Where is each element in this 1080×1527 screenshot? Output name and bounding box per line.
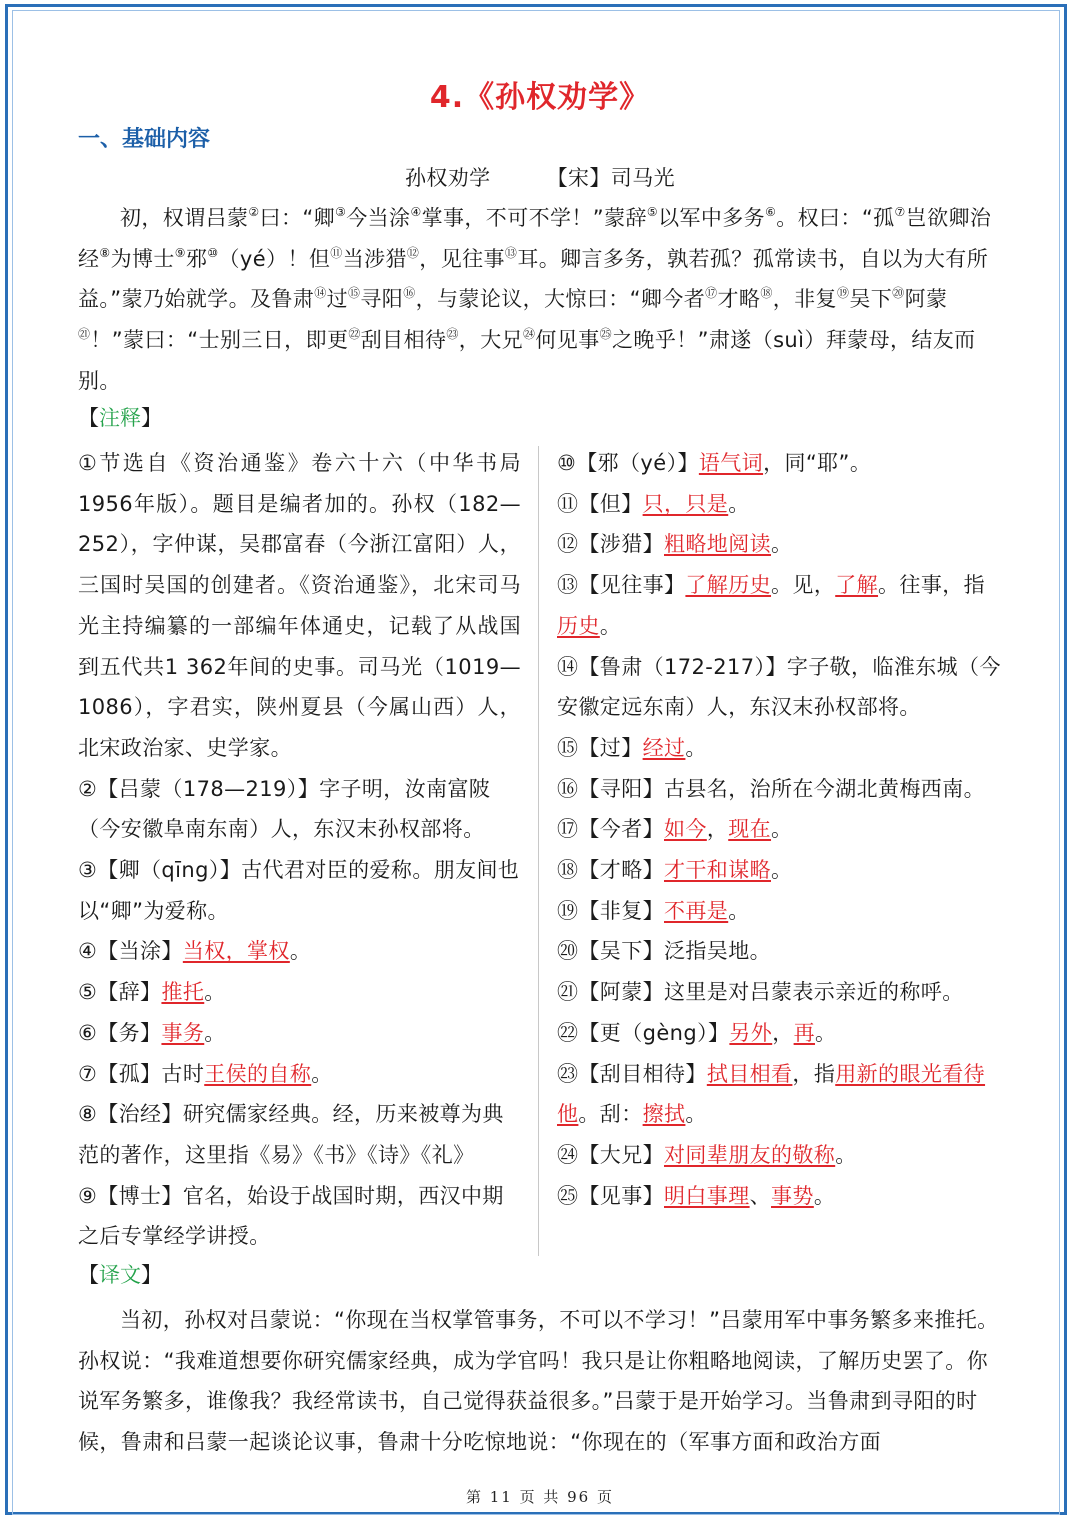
note-6: ⑥【务】事务。 [78, 1020, 226, 1045]
note-3: ③【卿（qīng）】古代君对臣的爱称。朋友间也以“卿”为爱称。 [78, 858, 520, 923]
original-text: 初，权谓吕蒙②曰：“卿③今当涂④掌事，不可不学！”蒙辞⑤以军中多务⑥。权曰：“孤⑦岂欲卿治经⑧为博士⑨邪⑩（yé）！但⑪当涉猎⑫，见往事⑬耳。卿言多务，孰若孤？孤常读书，自以为大有所益。”蒙乃始就学。及鲁肃⑭过⑮寻阳⑯，与蒙论议，大惊曰：“卿今者⑰才略⑱，非复⑲吴下⑳阿蒙$^㉑$！”蒙曰：“士别三日，即更$^㉒$刮目相待$^㉓$，大兄$^㉔$何见事$^㉕$之晚乎！”肃遂（suì）拜蒙母，结友而别。 [78, 205, 992, 393]
note-10: ⑩【邪（yé）】语气词，同“耶”。 [557, 451, 872, 475]
translation-text: 当初，孙权对吕蒙说：“你现在当权掌管事务，不可以不学习！”吕蒙用军中事务繁多来推托。孙权说：“我难道想要你研究儒家经典，成为学官吗！我只是让你粗略地阅读，了解历史罢了。你说军务繁多，谁像我？我经常读书，自己觉得获益很多。”吕蒙于是开始学习。当鲁肃到寻阳的时候，鲁肃和吕蒙一起谈论议事，鲁肃十分吃惊地说：“你现在的（军事方面和政治方面 [78, 1308, 999, 1455]
note-4: ④【当涂】当权，掌权。 [78, 939, 312, 964]
page-footer: 第 11 页 共 96 页 [465, 1488, 614, 1506]
note-17: ⑰【今者】如今，现在。 [557, 817, 793, 842]
author: 【宋】司马光 [546, 166, 675, 190]
note-22: ㉒【更（gèng）】另外，再。 [557, 1020, 837, 1045]
note-1: ①节选自《资治通鉴》卷六十六（中华书局1956年版）。题目是编者加的。孙权（182—252），字仲谋，吴郡富春（今浙江富阳）人，三国时吴国的创建者。《资治通鉴》，北宋司马光主持编纂的一部编年体通史，记载了从战国到五代共1 362年间的史事。司马光（1019—1086），字君实，陕州夏县（今属山西）人，北宋政治家、史学家。 [78, 451, 521, 760]
notes-label: 【注释】 [78, 406, 162, 430]
note-16: ⑯【寻阳】古县名，治所在今湖北黄梅西南。 [557, 776, 985, 801]
note-20: ⑳【吴下】泛指吴地。 [557, 939, 771, 964]
note-12: ⑫【涉猎】粗略地阅读。 [557, 532, 793, 557]
column-divider [538, 446, 539, 1256]
byline [0, 158, 1080, 199]
page-title: 4.《孙权劝学》 [429, 80, 651, 115]
note-25: ㉕【见事】明白事理、事势。 [557, 1183, 836, 1208]
note-11: ⑪【但】只，只是。 [557, 491, 750, 516]
note-19: ⑲【非复】不再是。 [557, 898, 750, 923]
notes-left-column [78, 443, 521, 1257]
note-9: ⑨【博士】官名，始设于战国时期，西汉中期之后专掌经学讲授。 [78, 1183, 504, 1249]
work-title: 孙权劝学 [404, 166, 491, 190]
section-heading: 一、基础内容 [78, 127, 211, 152]
note-24: ㉔【大兄】对同辈朋友的敬称。 [557, 1142, 857, 1167]
note-13: ⑬【见往事】了解历史。见，了解。往事，指历史。 [557, 573, 986, 638]
note-5: ⑤【辞】推托。 [78, 980, 226, 1005]
note-2: ②【吕蒙（178—219）】字子明，汝南富陂（今安徽阜南东南）人，东汉末孙权部将。 [78, 776, 491, 842]
note-21: ㉑【阿蒙】这里是对吕蒙表示亲近的称呼。 [557, 980, 964, 1005]
note-7: ⑦【孤】古时王侯的自称。 [78, 1061, 333, 1086]
note-8: ⑧【治经】研究儒家经典。经，历来被尊为典范的著作，这里指《易》《书》《诗》《礼》 [78, 1102, 504, 1167]
translation-label: 【译文】 [78, 1263, 162, 1287]
note-18: ⑱【才略】才干和谋略。 [557, 858, 793, 883]
note-23: ㉓【刮目相待】拭目相看，指用新的眼光看待他。刮：擦拭。 [557, 1061, 986, 1127]
note-15: ⑮【过】经过。 [557, 735, 707, 760]
note-14: ⑭【鲁肃（172-217）】字子敬，临淮东城（今安徽定远东南）人，东汉末孙权部将。 [557, 654, 1001, 720]
notes-right-column [557, 443, 1005, 1216]
